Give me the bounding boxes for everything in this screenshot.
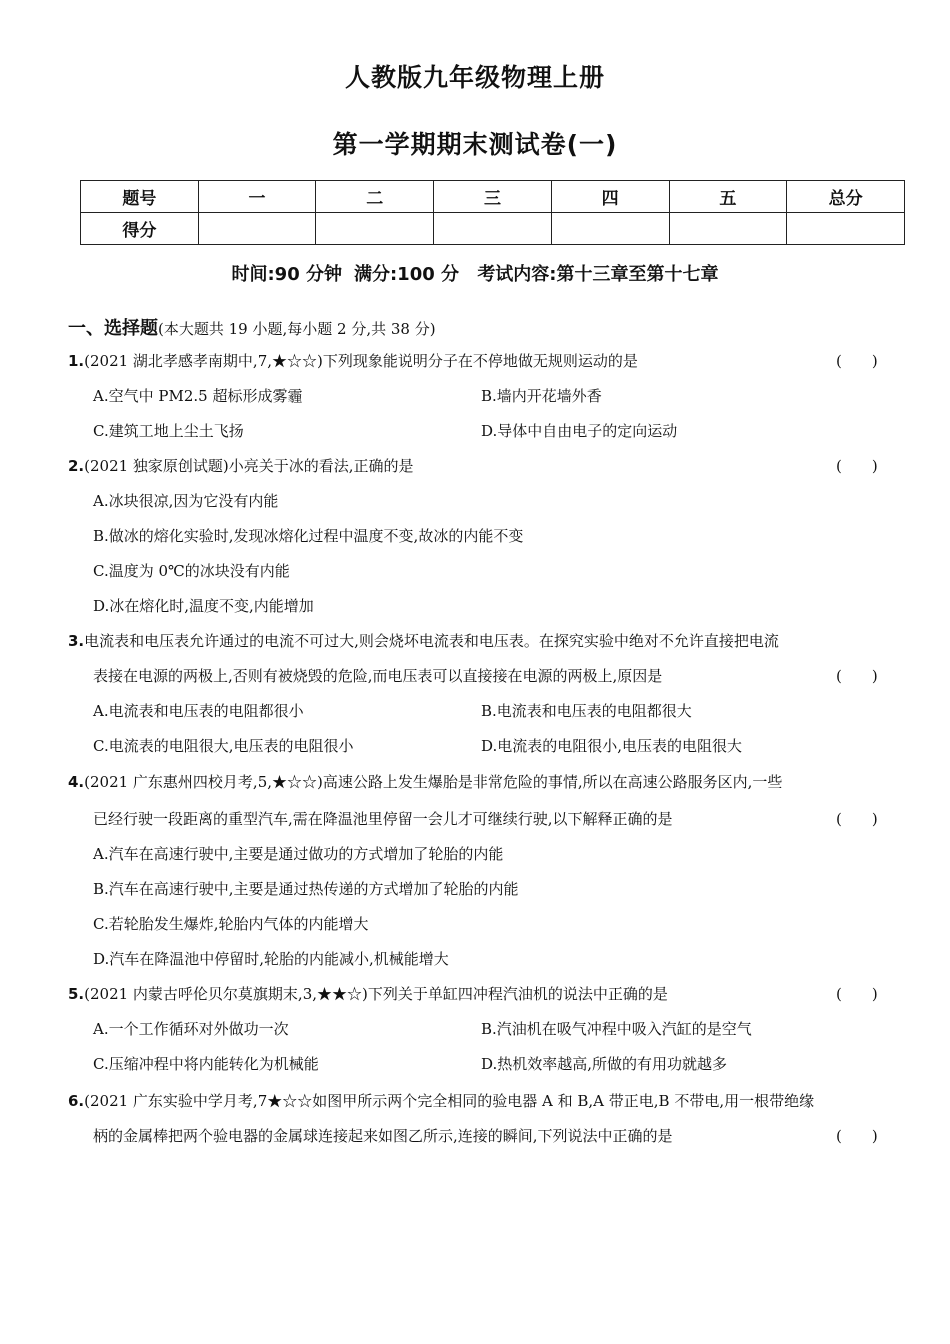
question-number: 1. xyxy=(68,352,85,370)
score-header-cell: 二 xyxy=(316,181,434,213)
question-4-stem xyxy=(68,771,782,792)
score-cell[interactable] xyxy=(669,213,787,245)
option-a[interactable]: A.电流表和电压表的电阻都很小 xyxy=(93,702,304,720)
answer-blank[interactable]: ( ) xyxy=(836,985,878,1003)
option-b[interactable]: B.汽油机在吸气冲程中吸入汽缸的是空气 xyxy=(481,1020,752,1038)
question-2-stem xyxy=(68,455,414,476)
question-number: 2. xyxy=(68,457,85,475)
page-subtitle: 第一学期期末测试卷(一) xyxy=(332,130,618,159)
question-text: (2021 湖北孝感孝南期中,7,★☆☆)下列现象能说明分子在不停地做无规则运动的是 xyxy=(84,352,638,370)
section-heading xyxy=(68,314,436,340)
score-header-cell: 三 xyxy=(434,181,552,213)
score-cell[interactable] xyxy=(198,213,316,245)
question-text: (2021 独家原创试题)小亮关于冰的看法,正确的是 xyxy=(84,457,414,475)
option-a[interactable]: A.一个工作循环对外做功一次 xyxy=(93,1020,289,1038)
page-title: 人教版九年级物理上册 xyxy=(344,63,605,92)
option-a[interactable]: A.汽车在高速行驶中,主要是通过做功的方式增加了轮胎的内能 xyxy=(93,845,504,863)
question-number: 4. xyxy=(68,773,85,791)
option-b[interactable]: B.汽车在高速行驶中,主要是通过热传递的方式增加了轮胎的内能 xyxy=(93,880,519,898)
option-a[interactable]: A.冰块很凉,因为它没有内能 xyxy=(93,492,279,510)
option-d[interactable]: D.导体中自由电子的定向运动 xyxy=(481,422,678,440)
question-number: 3. xyxy=(68,632,85,650)
score-header-cell: 一 xyxy=(198,181,316,213)
score-header-cell: 五 xyxy=(669,181,787,213)
question-3-stem xyxy=(68,630,779,651)
question-5-stem xyxy=(68,983,668,1004)
score-cell[interactable] xyxy=(434,213,552,245)
section-note: (本大题共 19 小题,每小题 2 分,共 38 分) xyxy=(158,320,436,338)
option-c[interactable]: C.若轮胎发生爆炸,轮胎内气体的内能增大 xyxy=(93,915,369,933)
answer-blank[interactable]: ( ) xyxy=(836,1127,878,1145)
score-header-cell: 四 xyxy=(551,181,669,213)
option-d[interactable]: D.电流表的电阻很小,电压表的电阻很大 xyxy=(481,737,743,755)
question-4-stem-line2: 已经行驶一段距离的重型汽车,需在降温池里停留一会儿才可继续行驶,以下解释正确的是 xyxy=(93,810,673,828)
question-text: 电流表和电压表允许通过的电流不可过大,则会烧坏电流表和电压表。在探究实验中绝对不允许直接把电流 xyxy=(84,632,779,650)
option-d[interactable]: D.热机效率越高,所做的有用功就越多 xyxy=(481,1055,728,1073)
answer-blank[interactable]: ( ) xyxy=(836,352,878,370)
question-text: (2021 内蒙古呼伦贝尔莫旗期末,3,★★☆)下列关于单缸四冲程汽油机的说法中正确的是 xyxy=(84,985,668,1003)
question-text: (2021 广东实验中学月考,7★☆☆如图甲所示两个完全相同的验电器 A 和 B,A 带正电,B 不带电,用一根带绝缘 xyxy=(84,1092,815,1110)
question-number: 6. xyxy=(68,1092,85,1110)
question-number: 5. xyxy=(68,985,85,1003)
answer-blank[interactable]: ( ) xyxy=(836,457,878,475)
answer-blank[interactable]: ( ) xyxy=(836,667,878,685)
option-b[interactable]: B.墙内开花墙外香 xyxy=(481,387,602,405)
question-6-stem xyxy=(68,1090,814,1111)
score-cell[interactable] xyxy=(551,213,669,245)
score-header-cell: 题号 xyxy=(81,181,199,213)
exam-full-score: 满分:100 分 xyxy=(353,264,460,285)
question-3-stem-line2: 表接在电源的两极上,否则有被烧毁的危险,而电压表可以直接接在电源的两极上,原因是 xyxy=(93,667,663,685)
question-1-stem xyxy=(68,350,638,371)
question-6-stem-line2: 柄的金属棒把两个验电器的金属球连接起来如图乙所示,连接的瞬间,下列说法中正确的是 xyxy=(93,1127,673,1145)
score-cell[interactable] xyxy=(787,213,905,245)
option-d[interactable]: D.冰在熔化时,温度不变,内能增加 xyxy=(93,597,314,615)
score-table-score-row xyxy=(81,213,905,245)
option-b[interactable]: B.电流表和电压表的电阻都很大 xyxy=(481,702,692,720)
exam-time: 时间:90 分钟 xyxy=(231,264,342,285)
section-title: 一、选择题 xyxy=(68,318,158,339)
option-d[interactable]: D.汽车在降温池中停留时,轮胎的内能减小,机械能增大 xyxy=(93,950,449,968)
answer-blank[interactable]: ( ) xyxy=(836,810,878,828)
option-b[interactable]: B.做冰的熔化实验时,发现冰熔化过程中温度不变,故冰的内能不变 xyxy=(93,527,524,545)
option-a[interactable]: A.空气中 PM2.5 超标形成雾霾 xyxy=(93,387,303,405)
option-c[interactable]: C.压缩冲程中将内能转化为机械能 xyxy=(93,1055,319,1073)
score-row-label: 得分 xyxy=(81,213,199,245)
option-c[interactable]: C.电流表的电阻很大,电压表的电阻很小 xyxy=(93,737,354,755)
option-c[interactable]: C.温度为 0℃的冰块没有内能 xyxy=(93,562,290,580)
exam-content: 考试内容:第十三章至第十七章 xyxy=(477,264,719,285)
score-table xyxy=(80,180,905,245)
exam-info xyxy=(0,260,950,286)
score-cell[interactable] xyxy=(316,213,434,245)
option-c[interactable]: C.建筑工地上尘土飞扬 xyxy=(93,422,244,440)
score-table-header-row xyxy=(81,181,905,213)
score-header-cell: 总分 xyxy=(787,181,905,213)
question-text: (2021 广东惠州四校月考,5,★☆☆)高速公路上发生爆胎是非常危险的事情,所以在高速公路服务区内,一些 xyxy=(84,773,783,791)
